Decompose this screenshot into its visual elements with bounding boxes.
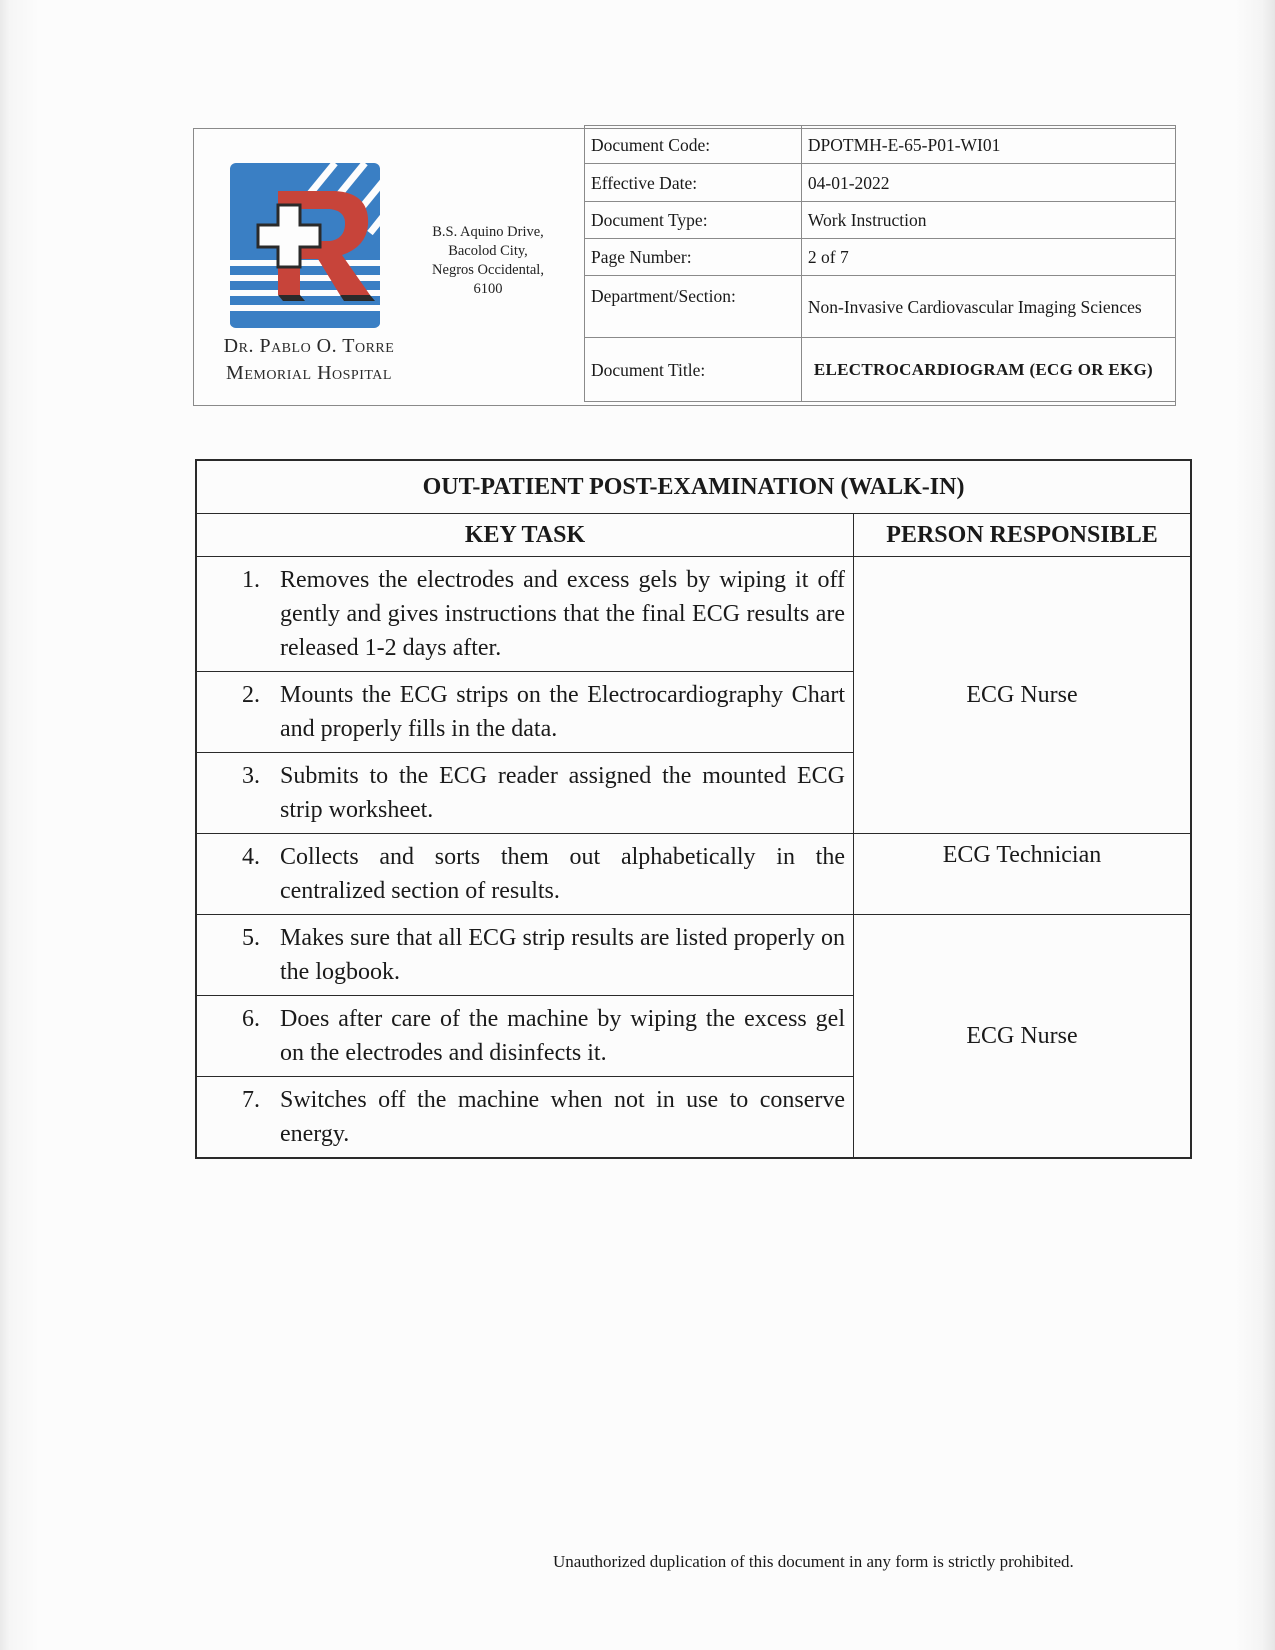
task-number: 6. [242, 1006, 260, 1032]
task-row [197, 996, 854, 1077]
address-line: Bacolod City, [448, 243, 528, 259]
meta-value-page-number: 2 of 7 [801, 239, 1175, 276]
meta-key-page-number: Page Number: [585, 239, 802, 276]
meta-value-document-type: Work Instruction [801, 202, 1175, 239]
person-responsible: ECG Technician [854, 834, 1191, 915]
task-number: 3. [242, 763, 260, 789]
meta-key-document-code: Document Code: [585, 126, 802, 164]
address-line: 6100 [473, 281, 503, 297]
task-number: 1. [242, 567, 260, 593]
person-responsible: ECG Nurse [854, 915, 1191, 1158]
task-text: Submits to the ECG reader assigned the mounted ECG strip worksheet. [280, 763, 845, 823]
task-row [197, 557, 854, 672]
task-number: 7. [242, 1087, 260, 1113]
hospital-branding [194, 129, 584, 405]
task-text: Does after care of the machine by wiping the excess gel on the electrodes and disinfects it. [280, 1006, 845, 1066]
meta-key-document-type: Document Type: [585, 202, 802, 239]
task-number: 2. [242, 682, 260, 708]
column-header-key-task: KEY TASK [197, 514, 854, 557]
meta-value-department: Non-Invasive Cardiovascular Imaging Sciences [801, 276, 1175, 338]
meta-value-effective-date: 04-01-2022 [801, 164, 1175, 202]
meta-key-effective-date: Effective Date: [585, 164, 802, 202]
task-text: Mounts the ECG strips on the Electrocardiography Chart and properly fills in the data. [280, 682, 845, 742]
task-number: 5. [242, 925, 260, 951]
task-text: Makes sure that all ECG strip results are listed properly on the logbook. [280, 925, 845, 985]
address-line: Negros Occidental, [432, 262, 544, 278]
column-header-person-responsible: PERSON RESPONSIBLE [854, 514, 1191, 557]
task-row [197, 1077, 854, 1158]
task-row [197, 915, 854, 996]
task-row [197, 834, 854, 915]
meta-value-document-code: DPOTMH-E-65-P01-WI01 [801, 126, 1175, 164]
task-text: Switches off the machine when not in use to conserve energy. [280, 1087, 845, 1147]
task-row [197, 753, 854, 834]
footer-notice: Unauthorized duplication of this document in any form is strictly prohibited. [553, 1552, 1074, 1571]
post-examination-table [195, 459, 1192, 1159]
address-line: B.S. Aquino Drive, [432, 224, 544, 240]
hospital-address [418, 223, 558, 299]
hospital-name-line2: Memorial Hospital [226, 362, 392, 384]
document-header [193, 128, 1176, 406]
person-responsible: ECG Nurse [854, 557, 1191, 834]
task-number: 4. [242, 844, 260, 870]
meta-key-department: Department/Section: [585, 276, 802, 338]
meta-key-document-title: Document Title: [585, 338, 802, 402]
task-row [197, 672, 854, 753]
hospital-name [194, 333, 424, 387]
task-text: Removes the electrodes and excess gels by wiping it off gently and gives instructions that the final ECG results are released 1-2 days after. [280, 567, 845, 661]
hospital-name-line1: Dr. Pablo O. Torre [223, 335, 395, 357]
meta-value-document-title: ELECTROCARDIOGRAM (ECG OR EKG) [801, 338, 1175, 402]
hospital-logo-icon [230, 163, 392, 333]
document-meta-table [584, 125, 1176, 402]
task-text: Collects and sorts them out alphabetically in the centralized section of results. [280, 844, 845, 904]
section-title: OUT-PATIENT POST-EXAMINATION (WALK-IN) [197, 461, 1191, 514]
